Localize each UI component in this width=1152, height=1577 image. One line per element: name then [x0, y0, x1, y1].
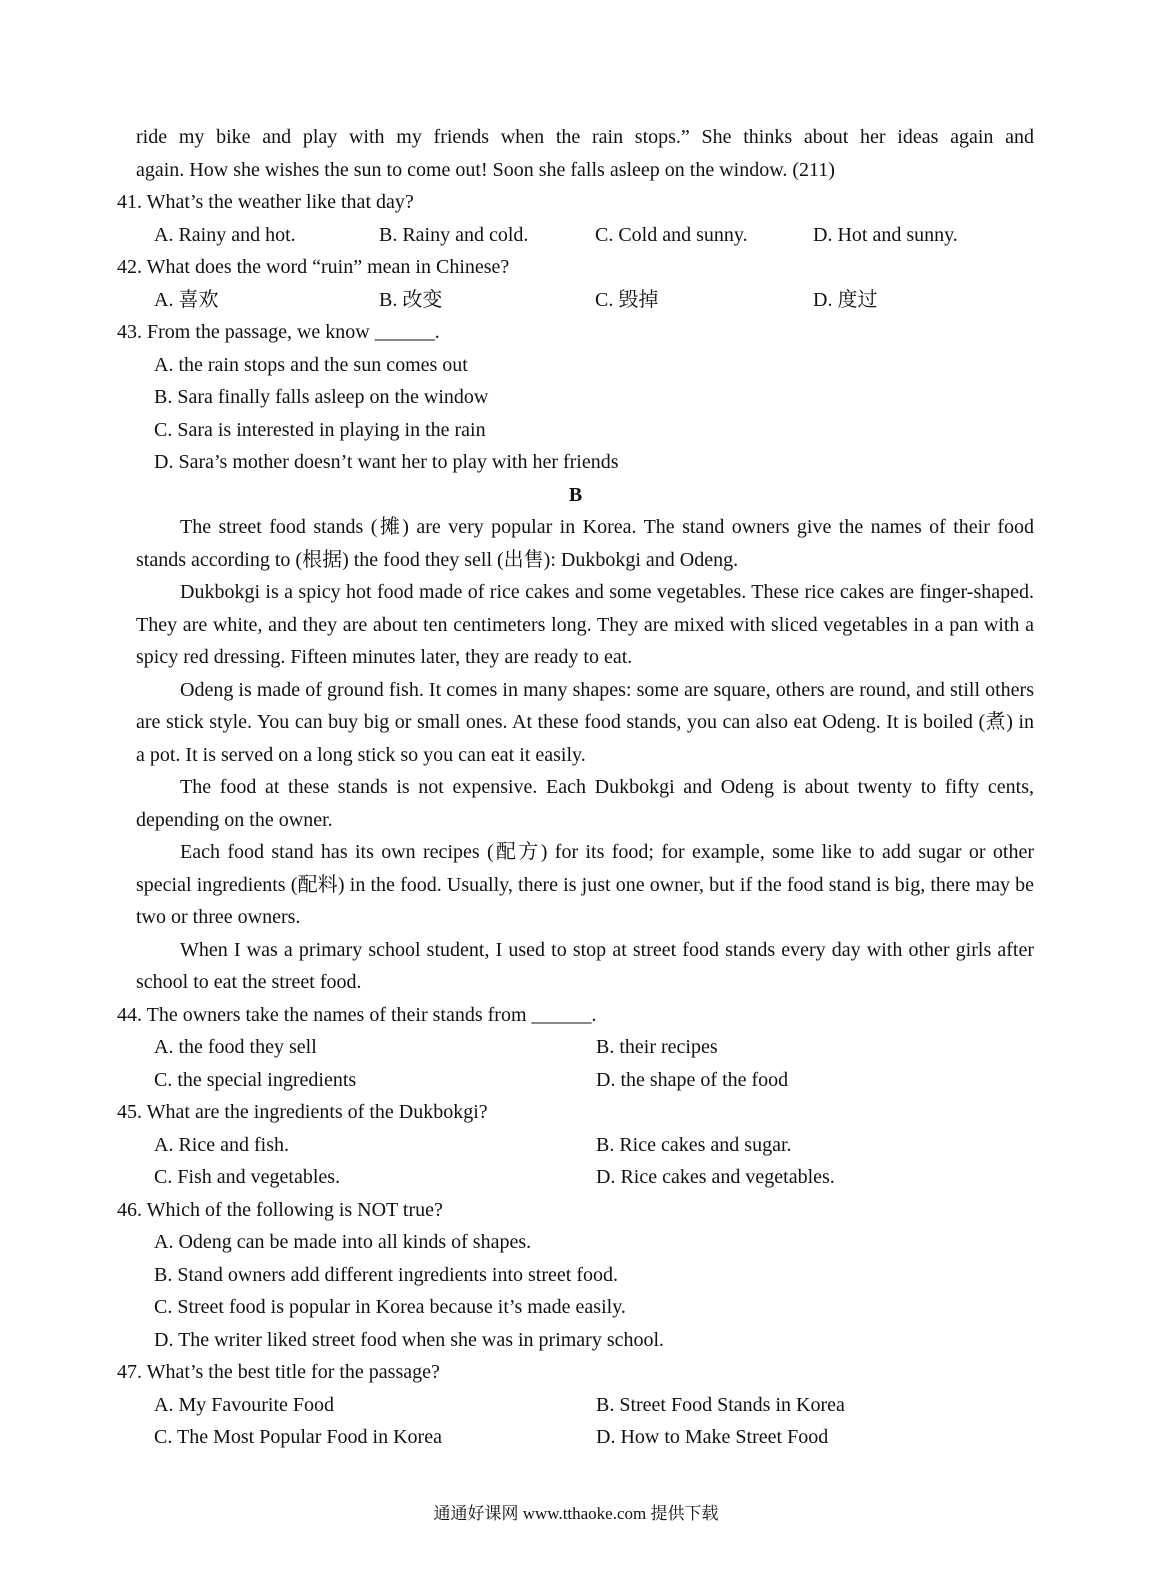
question-43 [117, 316, 1034, 479]
option-c: C. the special ingredients [154, 1068, 357, 1091]
options-row [117, 1129, 1034, 1162]
page-footer: 通通好课网 www.tthaoke.com 提供下载 [433, 1504, 719, 1523]
options-row [117, 284, 1034, 317]
paragraph: The street food stands (摊) are very popular in Korea. The stand owners give the names of their food stands according to (根据) the food they sell (出售): Dukbokgi and Odeng. [136, 516, 1034, 571]
text-line: ride my bike and play with my friends when the rain stops.” She thinks about her ideas again and [136, 126, 1034, 148]
question-text: 42. What does the word “ruin” mean in Chinese? [117, 256, 510, 278]
options-row [117, 1389, 1034, 1422]
options-row [117, 1064, 1034, 1097]
question-47 [117, 1356, 1034, 1454]
option-d: D. the shape of the food [596, 1068, 789, 1091]
option-c: C. Sara is interested in playing in the rain [154, 418, 486, 441]
options-row [117, 1161, 1034, 1194]
question-45 [117, 1096, 1034, 1194]
option-c: C. 毁掉 [595, 288, 659, 311]
question-text: 46. Which of the following is NOT true? [117, 1198, 443, 1221]
option-a: A. the food they sell [154, 1036, 317, 1058]
paragraph: Odeng is made of ground fish. It comes in many shapes: some are square, others are round, and still others are stick style. You can buy big or small ones. At these food stands, you can also eat Odeng. It is boiled (煮) in a pot. It is served on a long stick so you can eat it easily. [136, 678, 1034, 766]
question-41 [117, 186, 1034, 251]
option-c: C. The Most Popular Food in Korea [154, 1426, 442, 1448]
question-text: 45. What are the ingredients of the Dukbokgi? [117, 1101, 488, 1123]
option-a: A. the rain stops and the sun comes out [154, 353, 468, 376]
paragraph: Each food stand has its own recipes (配方) for its food; for example, some like to add sugar or other special ingredients (配料) in the food. Usually, there is just one owner, but if the food stand is big, there may be two or three owners. [136, 841, 1034, 928]
question-text: 41. What’s the weather like that day? [117, 191, 414, 213]
option-d: D. The writer liked street food when she was in primary school. [154, 1328, 665, 1351]
question-text: 47. What’s the best title for the passage? [117, 1361, 440, 1383]
option-b: B. their recipes [596, 1036, 718, 1058]
option-b: B. Stand owners add different ingredients into street food. [154, 1263, 618, 1286]
question-text: 44. The owners take the names of their stands from ______. [117, 1003, 597, 1026]
option-d: D. How to Make Street Food [596, 1426, 829, 1448]
option-c: C. Street food is popular in Korea because it’s made easily. [154, 1296, 626, 1318]
option-a: A. Odeng can be made into all kinds of shapes. [154, 1231, 532, 1253]
option-a: A. My Favourite Food [154, 1393, 334, 1416]
section-heading: B [568, 483, 583, 506]
option-d: D. 度过 [813, 288, 878, 311]
option-a: A. Rainy and hot. [154, 223, 296, 246]
question-text: 43. From the passage, we know ______. [117, 321, 440, 343]
question-42 [117, 251, 1034, 316]
option-d: D. Sara’s mother doesn’t want her to play with her friends [154, 451, 619, 473]
option-b: B. Rice cakes and sugar. [596, 1133, 792, 1156]
page-content [117, 121, 1034, 1454]
option-d: D. Hot and sunny. [813, 223, 958, 246]
options-row [117, 1421, 1034, 1454]
option-a: A. 喜欢 [154, 288, 219, 311]
option-a: A. Rice and fish. [154, 1133, 289, 1156]
option-b: B. Rainy and cold. [379, 223, 529, 246]
text-line: again. How she wishes the sun to come out! Soon she falls asleep on the window. (211) [136, 158, 835, 181]
question-46 [117, 1194, 1034, 1357]
paragraph: When I was a primary school student, I used to stop at street food stands every day with other girls after school to eat the street food. [136, 938, 1034, 993]
option-d: D. Rice cakes and vegetables. [596, 1166, 835, 1188]
paragraph: The food at these stands is not expensive. Each Dukbokgi and Odeng is about twenty to fifty cents, depending on the owner. [136, 776, 1034, 831]
option-b: B. Sara finally falls asleep on the window [154, 386, 489, 408]
option-c: C. Cold and sunny. [595, 223, 748, 246]
passage-b [117, 511, 1034, 999]
paragraph: Dukbokgi is a spicy hot food made of rice cakes and some vegetables. These rice cakes are finger-shaped. They are white, and they are about ten centimeters long. They are mixed with sliced vegetables in a pan with a spicy red dressing. Fifteen minutes later, they are ready to eat. [136, 581, 1034, 668]
options-row [117, 219, 1034, 252]
options-row [117, 1031, 1034, 1064]
passage-a-ending [117, 121, 1034, 186]
option-c: C. Fish and vegetables. [154, 1166, 341, 1188]
question-44 [117, 999, 1034, 1097]
option-b: B. 改变 [379, 288, 443, 311]
option-b: B. Street Food Stands in Korea [596, 1393, 845, 1416]
